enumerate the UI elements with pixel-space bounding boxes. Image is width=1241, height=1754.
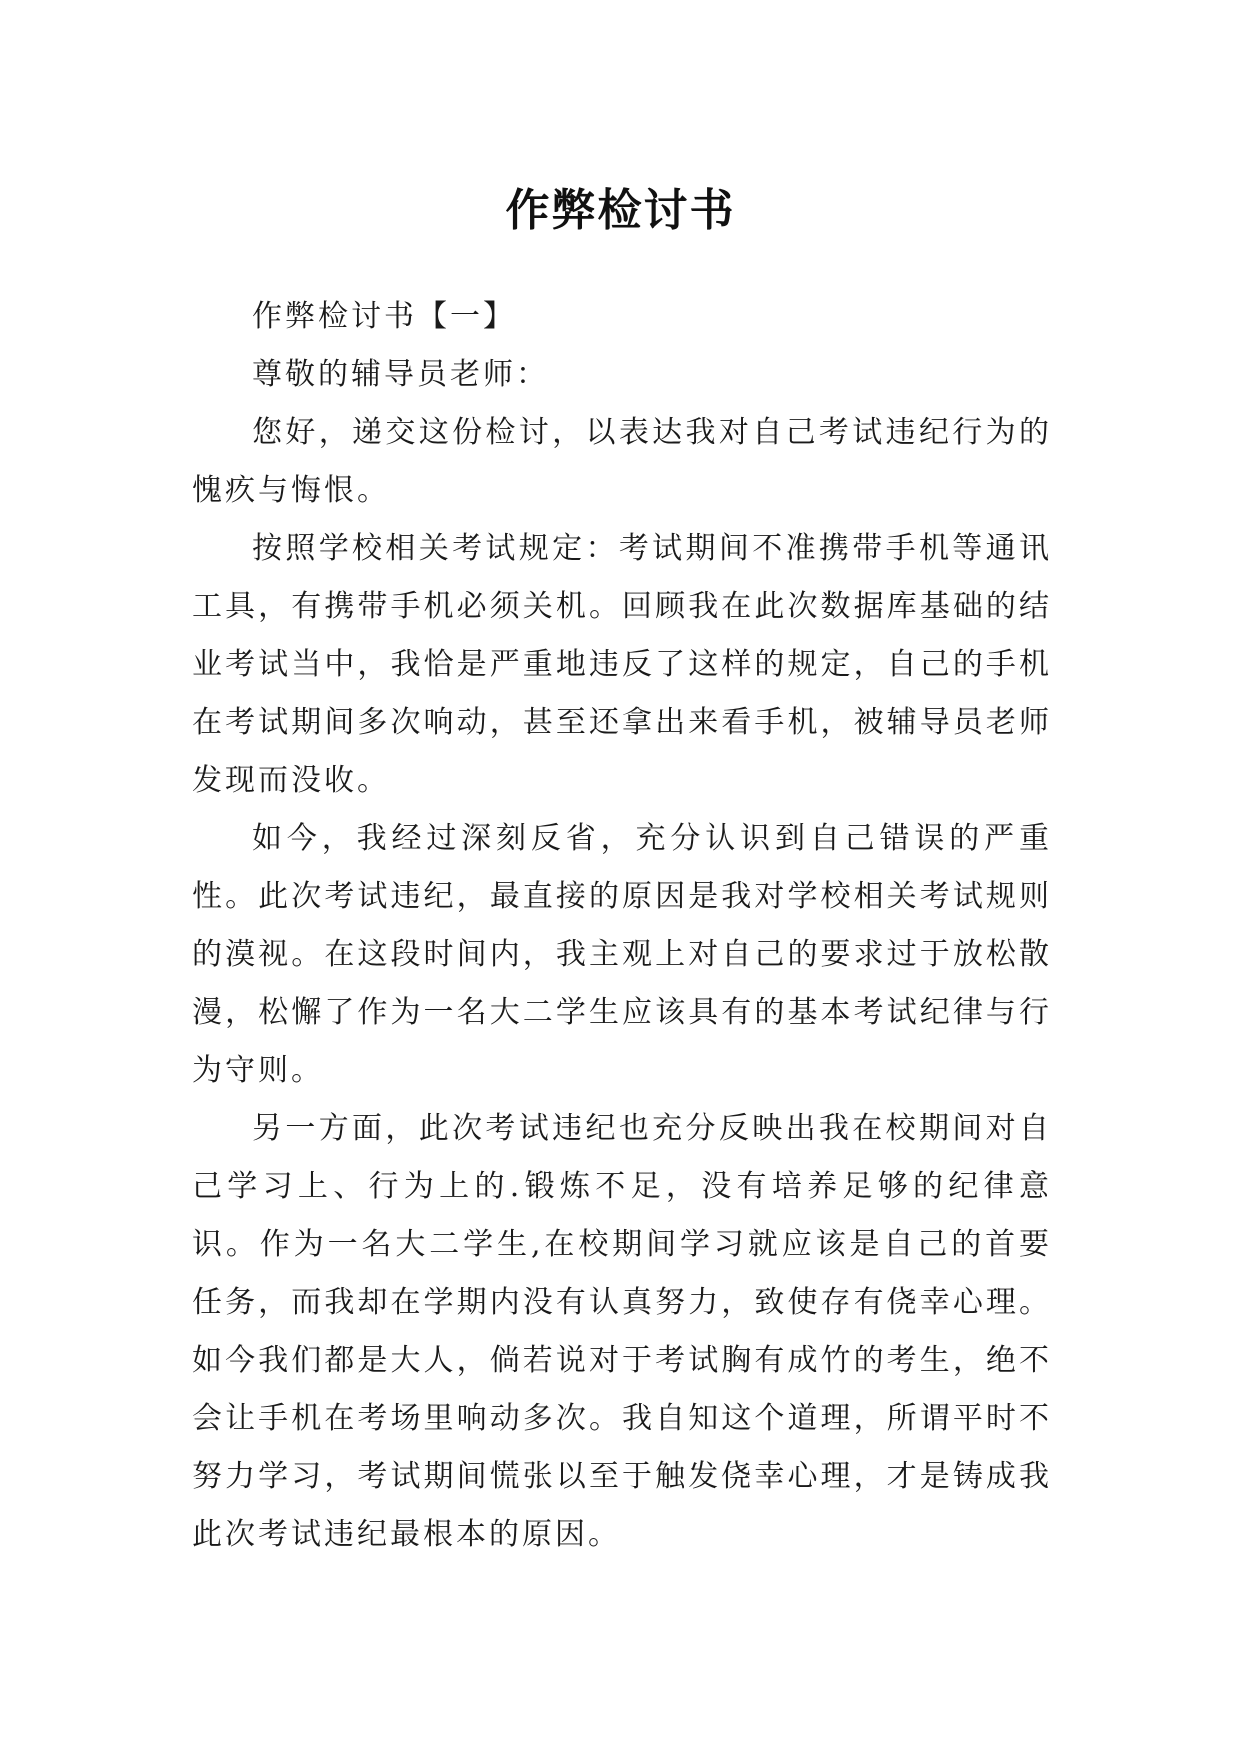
- salutation: 尊敬的辅导员老师：: [252, 357, 549, 392]
- document-title: 作弊检讨书: [505, 185, 736, 237]
- paragraph: 按照学校相关考试规定：考试期间不准携带手机等通讯工具，有携带手机必须关机。回顾我在此次数据库基础的结业考试当中，我恰是严重地违反了这样的规定，自己的手机在考试期间多次响动，甚至还拿出来看手机，被辅导员老师发现而没收。: [192, 531, 1052, 798]
- document-body: [192, 288, 1052, 1564]
- paragraph: 如今，我经过深刻反省，充分认识到自己错误的严重性。此次考试违纪，最直接的原因是我对学校相关考试规则的漠视。在这段时间内，我主观上对自己的要求过于放松散漫，松懈了作为一名大二学生应该具有的基本考试纪律与行为守则。: [192, 821, 1052, 1088]
- section-heading: 作弊检讨书【一】: [252, 299, 516, 334]
- paragraph: 您好，递交这份检讨，以表达我对自己考试违纪行为的愧疚与悔恨。: [192, 415, 1052, 508]
- paragraph: 另一方面，此次考试违纪也充分反映出我在校期间对自己学习上、行为上的.锻炼不足，没有培养足够的纪律意识。作为一名大二学生,在校期间学习就应该是自己的首要任务，而我却在学期内没有认真努力，致使存有侥幸心理。如今我们都是大人，倘若说对于考试胸有成竹的考生，绝不会让手机在考场里响动多次。我自知这个道理，所谓平时不努力学习，考试期间慌张以至于触发侥幸心理，才是铸成我此次考试违纪最根本的原因。: [192, 1111, 1052, 1552]
